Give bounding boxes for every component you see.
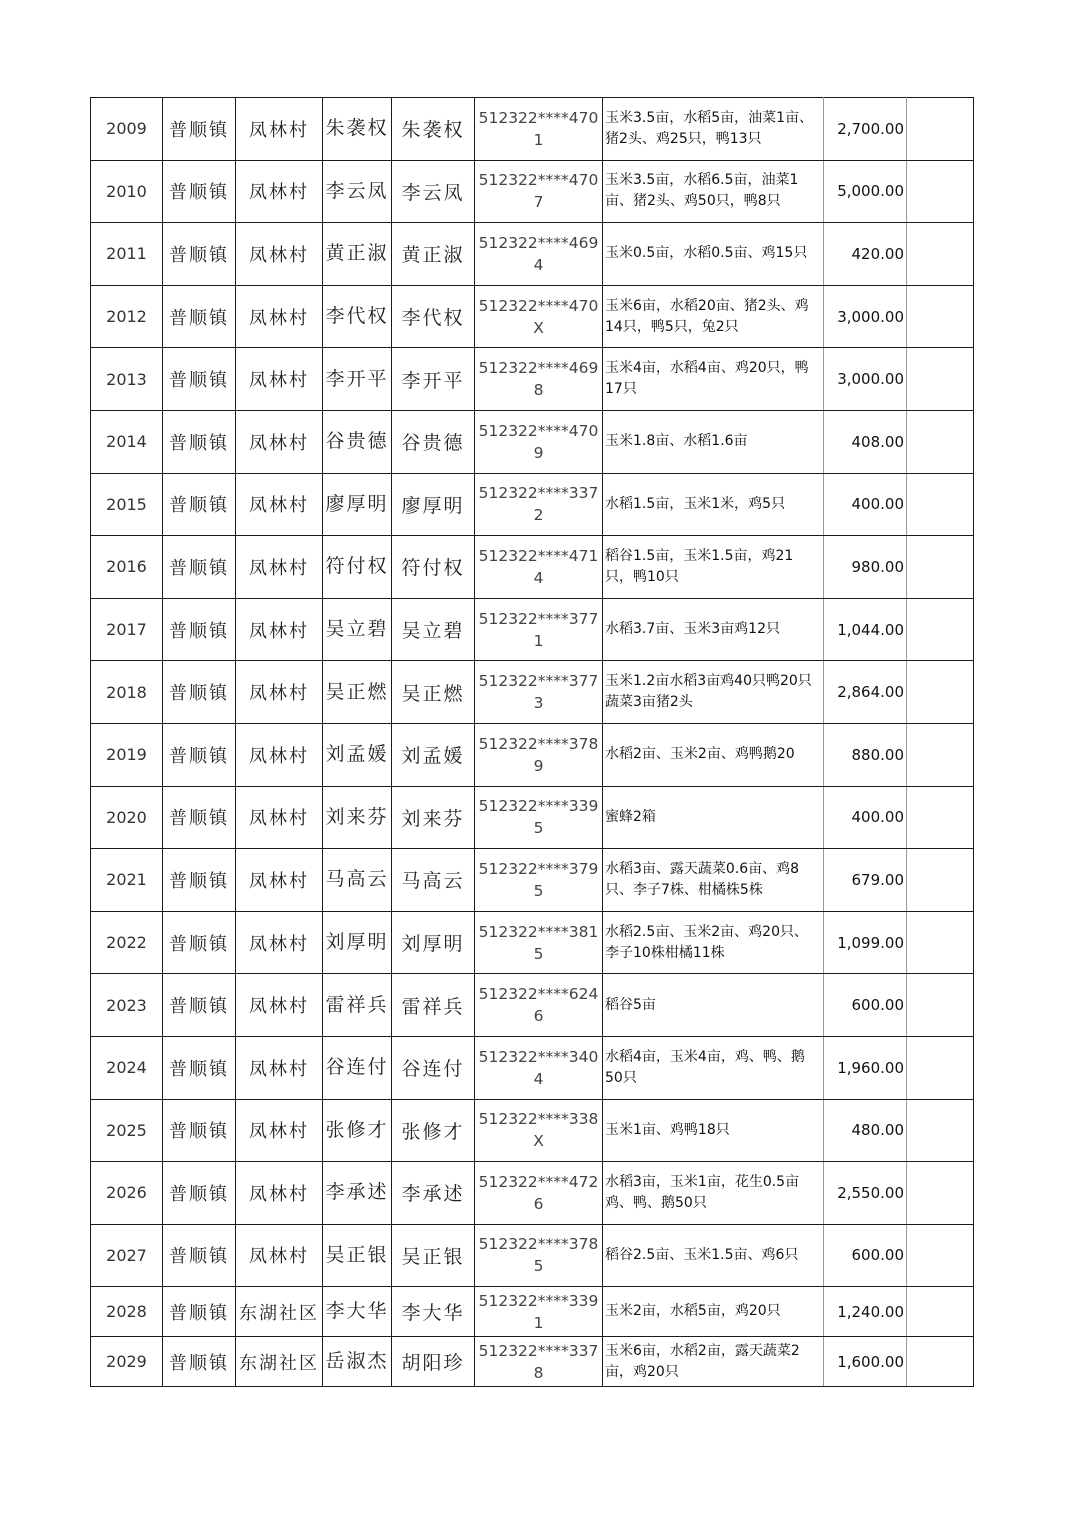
household-name-cell: 刘厚明 <box>323 911 392 974</box>
town-cell: 普顺镇 <box>163 911 236 974</box>
table-row <box>91 536 974 599</box>
amount-cell: 980.00 <box>824 536 907 599</box>
table-row <box>91 723 974 786</box>
town-cell: 普顺镇 <box>163 849 236 912</box>
id-number-cell: 512322****3378 <box>475 1337 603 1387</box>
recipient-name-cell: 马高云 <box>392 849 475 912</box>
household-name-cell: 谷贵德 <box>323 410 392 473</box>
row-number: 2009 <box>91 98 163 161</box>
village-cell: 凤林村 <box>236 285 323 348</box>
household-name-cell: 符付权 <box>323 536 392 599</box>
table-row <box>91 1099 974 1162</box>
row-number: 2029 <box>91 1337 163 1387</box>
remarks-cell <box>907 223 974 286</box>
amount-cell: 1,600.00 <box>824 1337 907 1387</box>
recipient-name-cell: 吴正银 <box>392 1224 475 1287</box>
household-name-cell: 朱袭权 <box>323 98 392 161</box>
recipient-name-cell: 刘来芬 <box>392 786 475 849</box>
household-name-cell: 雷祥兵 <box>323 974 392 1037</box>
recipient-name-cell: 张修才 <box>392 1099 475 1162</box>
row-number: 2028 <box>91 1287 163 1337</box>
id-number-cell: 512322****338X <box>475 1099 603 1162</box>
household-name-cell: 李承述 <box>323 1162 392 1225</box>
remarks-cell <box>907 974 974 1037</box>
remarks-cell <box>907 285 974 348</box>
village-cell: 凤林村 <box>236 1162 323 1225</box>
loss-description-cell: 稻谷5亩 <box>603 974 824 1037</box>
village-cell: 凤林村 <box>236 911 323 974</box>
id-number-cell: 512322****4726 <box>475 1162 603 1225</box>
remarks-cell <box>907 1036 974 1099</box>
id-number-cell: 512322****4694 <box>475 223 603 286</box>
village-cell: 凤林村 <box>236 974 323 1037</box>
village-cell: 凤林村 <box>236 223 323 286</box>
recipient-name-cell: 雷祥兵 <box>392 974 475 1037</box>
table-row <box>91 974 974 1037</box>
amount-cell: 3,000.00 <box>824 348 907 411</box>
loss-description-cell: 稻谷1.5亩，玉米1.5亩，鸡21只，鸭10只 <box>603 536 824 599</box>
id-number-cell: 512322****4714 <box>475 536 603 599</box>
id-number-cell: 512322****4701 <box>475 98 603 161</box>
amount-cell: 400.00 <box>824 786 907 849</box>
table-row <box>91 1287 974 1337</box>
table-row <box>91 348 974 411</box>
village-cell: 凤林村 <box>236 1036 323 1099</box>
town-cell: 普顺镇 <box>163 723 236 786</box>
row-number: 2025 <box>91 1099 163 1162</box>
amount-cell: 600.00 <box>824 974 907 1037</box>
row-number: 2016 <box>91 536 163 599</box>
household-name-cell: 吴立碧 <box>323 598 392 661</box>
subsidy-table <box>90 97 974 1387</box>
loss-description-cell: 水稻3亩，玉米1亩，花生0.5亩鸡、鸭、鹅50只 <box>603 1162 824 1225</box>
loss-description-cell: 玉米1亩、鸡鸭18只 <box>603 1099 824 1162</box>
village-cell: 凤林村 <box>236 1099 323 1162</box>
amount-cell: 3,000.00 <box>824 285 907 348</box>
village-cell: 凤林村 <box>236 536 323 599</box>
town-cell: 普顺镇 <box>163 1224 236 1287</box>
village-cell: 东湖社区 <box>236 1287 323 1337</box>
recipient-name-cell: 吴立碧 <box>392 598 475 661</box>
loss-description-cell: 玉米4亩，水稻4亩、鸡20只，鸭17只 <box>603 348 824 411</box>
id-number-cell: 512322****3404 <box>475 1036 603 1099</box>
village-cell: 凤林村 <box>236 410 323 473</box>
recipient-name-cell: 李大华 <box>392 1287 475 1337</box>
id-number-cell: 512322****4707 <box>475 160 603 223</box>
amount-cell: 2,700.00 <box>824 98 907 161</box>
id-number-cell: 512322****6246 <box>475 974 603 1037</box>
remarks-cell <box>907 1287 974 1337</box>
loss-description-cell: 玉米1.8亩、水稻1.6亩 <box>603 410 824 473</box>
village-cell: 凤林村 <box>236 160 323 223</box>
household-name-cell: 吴正燃 <box>323 661 392 724</box>
id-number-cell: 512322****3372 <box>475 473 603 536</box>
household-name-cell: 廖厚明 <box>323 473 392 536</box>
town-cell: 普顺镇 <box>163 285 236 348</box>
amount-cell: 880.00 <box>824 723 907 786</box>
town-cell: 普顺镇 <box>163 1337 236 1387</box>
village-cell: 凤林村 <box>236 1224 323 1287</box>
row-number: 2022 <box>91 911 163 974</box>
table-body <box>91 98 974 1387</box>
village-cell: 凤林村 <box>236 473 323 536</box>
recipient-name-cell: 黄正淑 <box>392 223 475 286</box>
recipient-name-cell: 刘厚明 <box>392 911 475 974</box>
id-number-cell: 512322****470X <box>475 285 603 348</box>
id-number-cell: 512322****3789 <box>475 723 603 786</box>
table-row <box>91 911 974 974</box>
id-number-cell: 512322****3391 <box>475 1287 603 1337</box>
household-name-cell: 张修才 <box>323 1099 392 1162</box>
row-number: 2010 <box>91 160 163 223</box>
town-cell: 普顺镇 <box>163 786 236 849</box>
loss-description-cell: 水稻2.5亩、玉米2亩、鸡20只、李子10株柑橘11株 <box>603 911 824 974</box>
row-number: 2021 <box>91 849 163 912</box>
remarks-cell <box>907 160 974 223</box>
recipient-name-cell: 廖厚明 <box>392 473 475 536</box>
recipient-name-cell: 吴正燃 <box>392 661 475 724</box>
amount-cell: 679.00 <box>824 849 907 912</box>
row-number: 2017 <box>91 598 163 661</box>
row-number: 2014 <box>91 410 163 473</box>
household-name-cell: 马高云 <box>323 849 392 912</box>
loss-description-cell: 玉米3.5亩，水稻5亩，油菜1亩、猪2头、鸡25只，鸭13只 <box>603 98 824 161</box>
amount-cell: 480.00 <box>824 1099 907 1162</box>
table-row <box>91 285 974 348</box>
household-name-cell: 黄正淑 <box>323 223 392 286</box>
id-number-cell: 512322****3771 <box>475 598 603 661</box>
town-cell: 普顺镇 <box>163 223 236 286</box>
town-cell: 普顺镇 <box>163 1287 236 1337</box>
table-row <box>91 1337 974 1387</box>
village-cell: 凤林村 <box>236 98 323 161</box>
row-number: 2011 <box>91 223 163 286</box>
table-row <box>91 598 974 661</box>
loss-description-cell: 蜜蜂2箱 <box>603 786 824 849</box>
row-number: 2013 <box>91 348 163 411</box>
table-row <box>91 1162 974 1225</box>
row-number: 2026 <box>91 1162 163 1225</box>
table-row <box>91 98 974 161</box>
loss-description-cell: 水稻2亩、玉米2亩、鸡鸭鹅20 <box>603 723 824 786</box>
remarks-cell <box>907 723 974 786</box>
table-row <box>91 786 974 849</box>
village-cell: 凤林村 <box>236 661 323 724</box>
household-name-cell: 李开平 <box>323 348 392 411</box>
table-row <box>91 160 974 223</box>
town-cell: 普顺镇 <box>163 98 236 161</box>
town-cell: 普顺镇 <box>163 1036 236 1099</box>
town-cell: 普顺镇 <box>163 473 236 536</box>
table-row <box>91 849 974 912</box>
amount-cell: 2,864.00 <box>824 661 907 724</box>
remarks-cell <box>907 348 974 411</box>
id-number-cell: 512322****3815 <box>475 911 603 974</box>
household-name-cell: 谷连付 <box>323 1036 392 1099</box>
village-cell: 凤林村 <box>236 849 323 912</box>
remarks-cell <box>907 410 974 473</box>
recipient-name-cell: 李开平 <box>392 348 475 411</box>
household-name-cell: 岳淑杰 <box>323 1337 392 1387</box>
row-number: 2027 <box>91 1224 163 1287</box>
town-cell: 普顺镇 <box>163 410 236 473</box>
amount-cell: 5,000.00 <box>824 160 907 223</box>
table-row <box>91 1224 974 1287</box>
row-number: 2024 <box>91 1036 163 1099</box>
amount-cell: 420.00 <box>824 223 907 286</box>
remarks-cell <box>907 911 974 974</box>
recipient-name-cell: 符付权 <box>392 536 475 599</box>
town-cell: 普顺镇 <box>163 536 236 599</box>
loss-description-cell: 玉米2亩，水稻5亩，鸡20只 <box>603 1287 824 1337</box>
village-cell: 凤林村 <box>236 598 323 661</box>
household-name-cell: 吴正银 <box>323 1224 392 1287</box>
table-row <box>91 410 974 473</box>
remarks-cell <box>907 661 974 724</box>
town-cell: 普顺镇 <box>163 160 236 223</box>
household-name-cell: 李云凤 <box>323 160 392 223</box>
town-cell: 普顺镇 <box>163 348 236 411</box>
village-cell: 东湖社区 <box>236 1337 323 1387</box>
remarks-cell <box>907 598 974 661</box>
town-cell: 普顺镇 <box>163 1162 236 1225</box>
loss-description-cell: 玉米6亩，水稻2亩，露天蔬菜2亩，鸡20只 <box>603 1337 824 1387</box>
recipient-name-cell: 李代权 <box>392 285 475 348</box>
amount-cell: 408.00 <box>824 410 907 473</box>
town-cell: 普顺镇 <box>163 1099 236 1162</box>
recipient-name-cell: 朱袭权 <box>392 98 475 161</box>
row-number: 2023 <box>91 974 163 1037</box>
remarks-cell <box>907 1162 974 1225</box>
loss-description-cell: 水稻1.5亩，玉米1米，鸡5只 <box>603 473 824 536</box>
amount-cell: 1,240.00 <box>824 1287 907 1337</box>
row-number: 2015 <box>91 473 163 536</box>
row-number: 2012 <box>91 285 163 348</box>
town-cell: 普顺镇 <box>163 598 236 661</box>
id-number-cell: 512322****3795 <box>475 849 603 912</box>
loss-description-cell: 玉米0.5亩，水稻0.5亩、鸡15只 <box>603 223 824 286</box>
amount-cell: 1,960.00 <box>824 1036 907 1099</box>
id-number-cell: 512322****4709 <box>475 410 603 473</box>
remarks-cell <box>907 98 974 161</box>
remarks-cell <box>907 1224 974 1287</box>
loss-description-cell: 稻谷2.5亩、玉米1.5亩、鸡6只 <box>603 1224 824 1287</box>
loss-description-cell: 水稻4亩，玉米4亩，鸡、鸭、鹅50只 <box>603 1036 824 1099</box>
row-number: 2019 <box>91 723 163 786</box>
household-name-cell: 李代权 <box>323 285 392 348</box>
amount-cell: 400.00 <box>824 473 907 536</box>
recipient-name-cell: 刘孟媛 <box>392 723 475 786</box>
row-number: 2018 <box>91 661 163 724</box>
remarks-cell <box>907 786 974 849</box>
household-name-cell: 李大华 <box>323 1287 392 1337</box>
village-cell: 凤林村 <box>236 723 323 786</box>
amount-cell: 2,550.00 <box>824 1162 907 1225</box>
village-cell: 凤林村 <box>236 348 323 411</box>
remarks-cell <box>907 1337 974 1387</box>
remarks-cell <box>907 536 974 599</box>
loss-description-cell: 玉米6亩，水稻20亩、猪2头、鸡14只，鸭5只，兔2只 <box>603 285 824 348</box>
loss-description-cell: 玉米1.2亩水稻3亩鸡40只鸭20只蔬菜3亩猪2头 <box>603 661 824 724</box>
table-row <box>91 1036 974 1099</box>
id-number-cell: 512322****3773 <box>475 661 603 724</box>
household-name-cell: 刘孟媛 <box>323 723 392 786</box>
remarks-cell <box>907 849 974 912</box>
village-cell: 凤林村 <box>236 786 323 849</box>
recipient-name-cell: 李云凤 <box>392 160 475 223</box>
table-row <box>91 661 974 724</box>
remarks-cell <box>907 1099 974 1162</box>
town-cell: 普顺镇 <box>163 661 236 724</box>
amount-cell: 1,044.00 <box>824 598 907 661</box>
amount-cell: 600.00 <box>824 1224 907 1287</box>
recipient-name-cell: 谷连付 <box>392 1036 475 1099</box>
table-row <box>91 473 974 536</box>
id-number-cell: 512322****3395 <box>475 786 603 849</box>
id-number-cell: 512322****3785 <box>475 1224 603 1287</box>
id-number-cell: 512322****4698 <box>475 348 603 411</box>
household-name-cell: 刘来芬 <box>323 786 392 849</box>
loss-description-cell: 水稻3亩、露天蔬菜0.6亩、鸡8只、李子7株、柑橘株5株 <box>603 849 824 912</box>
remarks-cell <box>907 473 974 536</box>
row-number: 2020 <box>91 786 163 849</box>
loss-description-cell: 水稻3.7亩、玉米3亩鸡12只 <box>603 598 824 661</box>
loss-description-cell: 玉米3.5亩，水稻6.5亩，油菜1亩、猪2头、鸡50只，鸭8只 <box>603 160 824 223</box>
table-row <box>91 223 974 286</box>
recipient-name-cell: 胡阳珍 <box>392 1337 475 1387</box>
recipient-name-cell: 谷贵德 <box>392 410 475 473</box>
amount-cell: 1,099.00 <box>824 911 907 974</box>
town-cell: 普顺镇 <box>163 974 236 1037</box>
recipient-name-cell: 李承述 <box>392 1162 475 1225</box>
